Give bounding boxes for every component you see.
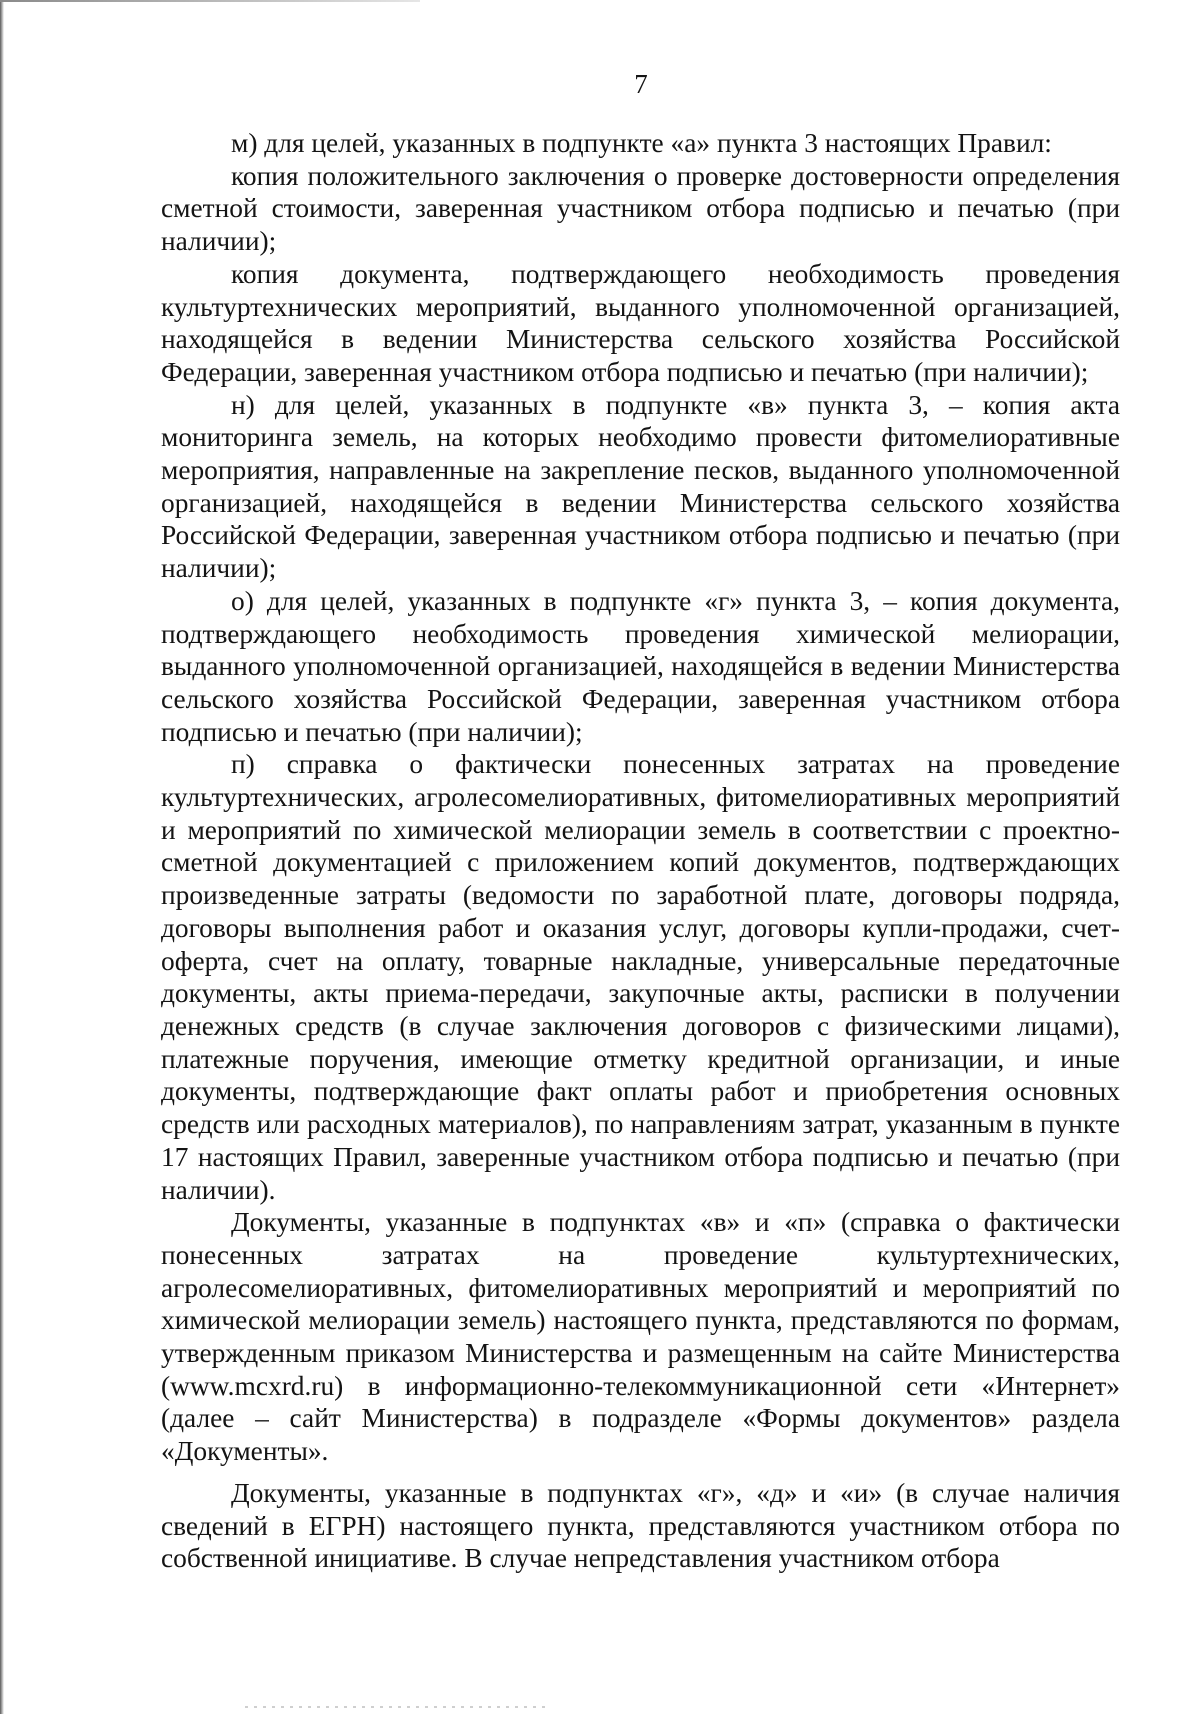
document-body [161,127,1120,1575]
paragraph-n: н) для целей, указанных в подпункте «в» пункта 3, – копия акта мониторинга земель, на которых необходимо провести фитомелиоративные мероприятия, направленные на закрепление песков, выданного уполномоченной организацией, находящейся в ведении Министерства сельского хозяйства Российской Федерации, заверенная участником отбора подписью и печатью (при наличии); [161,389,1120,584]
paragraph-o: о) для целей, указанных в подпункте «г» пункта 3, – копия документа, подтверждающего необходимость проведения химической мелиорации, выданного уполномоченной организацией, находящейся в ведении Министерства сельского хозяйства Российской Федерации, заверенная участником отбора подписью и печатью (при наличии); [161,585,1120,747]
paragraph-documents-initiative: Документы, указанные в подпунктах «г», «д» и «и» (в случае наличия сведений в ЕГРН) настоящего пункта, представляются участником отбора по собственной инициативе. В случае непредставления участником отбора [161,1477,1120,1574]
paragraph-m-item-1: копия положительного заключения о проверке достоверности определения сметной стоимости, заверенная участником отбора подписью и печатью (при наличии); [161,160,1120,257]
paragraph-documents-forms: Документы, указанные в подпунктах «в» и «п» (справка о фактически понесенных затратах на проведение культуртехнических, агролесомелиоративных, фитомелиоративных мероприятий и мероприятий по химической мелиорации земель) настоящего пункта, представляются по формам, утвержденным приказом Министерства и размещенным на сайте Министерства (www.mcxrd.ru) в информационно-телекоммуникационной сети «Интернет» (далее – сайт Министерства) в подразделе «Формы документов» раздела «Документы». [161,1207,1120,1467]
scan-artifact [245,1706,545,1708]
page-number: 7 [634,69,648,99]
scan-top-edge [0,0,420,2]
paragraph-m: м) для целей, указанных в подпункте «а» пункта 3 настоящих Правил: [231,128,1052,158]
scan-left-edge [0,0,4,1714]
paragraph-m-item-2: копия документа, подтверждающего необходимость проведения культуртехнических мероприятий, выданного уполномоченной организацией, находящейся в ведении Министерства сельского хозяйства Российской Федерации, заверенная участником отбора подписью и печатью (при наличии); [161,258,1120,387]
paragraph-p: п) справка о фактически понесенных затратах на проведение культуртехнических, агролесомелиоративных, фитомелиоративных мероприятий и мероприятий по химической мелиорации земель в соответствии с проектно-сметной документацией с приложением копий документов, подтверждающих произведенные затраты (ведомости по заработной плате, договоры подряда, договоры выполнения работ и оказания услуг, договоры купли-продажи, счет-оферта, счет на оплату, товарные накладные, универсальные передаточные документы, акты приема-передачи, закупочные акты, расписки в получении денежных средств (в случае заключения договоров с физическими лицами), платежные поручения, имеющие отметку кредитной организации, и иные документы, подтверждающие факт оплаты работ и приобретения основных средств или расходных материалов), по направлениям затрат, указанным в пункте 17 настоящих Правил, заверенные участником отбора подписью и печатью (при наличии). [161,749,1120,1205]
